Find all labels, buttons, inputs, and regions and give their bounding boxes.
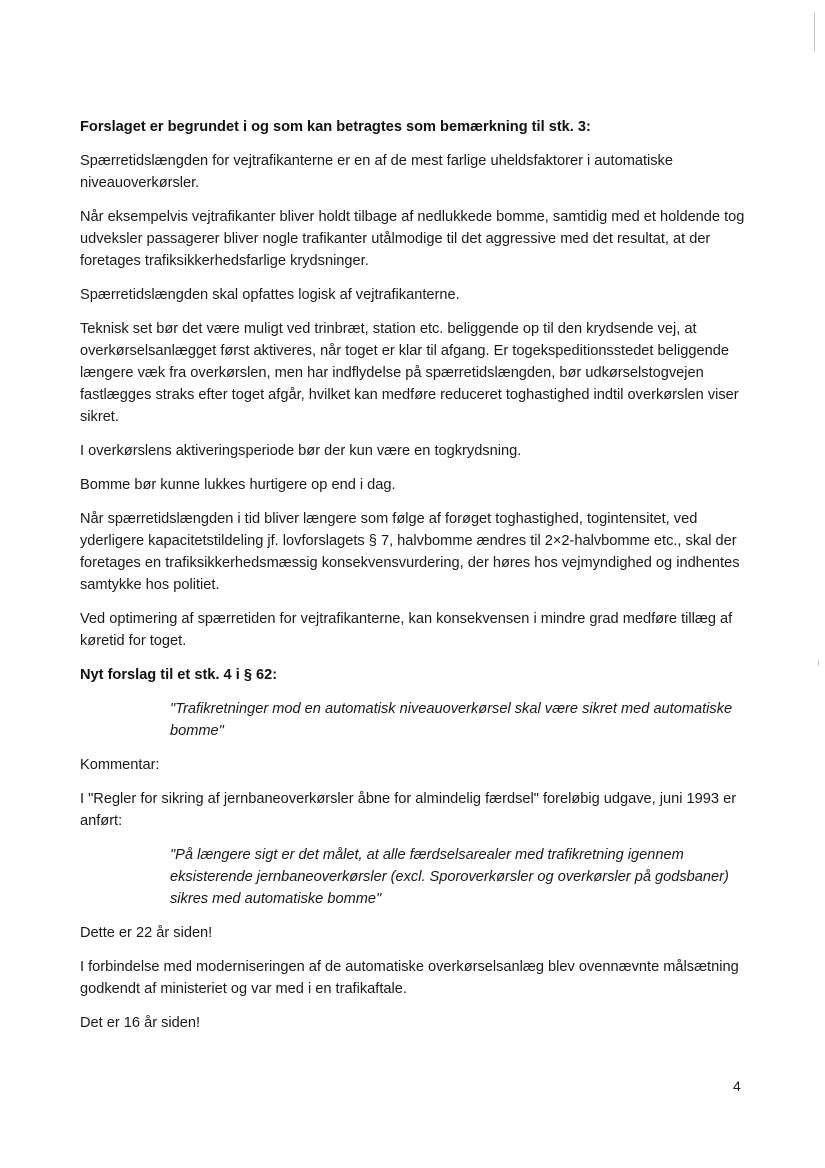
paragraph: Bomme bør kunne lukkes hurtigere op end i dag. [80,477,396,493]
paragraph: Det er 16 år siden! [80,1015,201,1031]
paragraph: I forbindelse med moderniseringen af de automatiske overkørselsanlæg blev ovennævnte målsætning godkendt af ministeriet og var med i en trafikaftale. [80,959,739,997]
comment-label: Kommentar: [80,757,160,773]
paragraph: Dette er 22 år siden! [80,925,213,941]
page-number: 4 [733,1078,741,1094]
paragraph: Ved optimering af spærretiden for vejtrafikanterne, kan konsekvensen i mindre grad medføre tillæg af køretid for toget. [80,611,733,649]
document-page [80,116,760,1046]
proposal-quote: "Trafikretninger mod en automatisk niveauoverkørsel skal være sikret med automatiske bomme" [170,701,733,739]
scan-artifact-mark [818,660,819,666]
paragraph: Når spærretidslængden i tid bliver længere som følge af forøget toghastighed, togintensitet, ved yderligere kapacitetstildeling jf. lovforslagets § 7, halvbomme ændres til 2×2-halvbomme etc., skal der foretages en trafiksikkerhedsmæssig konsekvensvurdering, der høres hos vejmyndighed og indhentes samtykke hos politiet. [80,511,740,593]
paragraph: I overkørslens aktiveringsperiode bør der kun være en togkrydsning. [80,443,522,459]
section-heading: Forslaget er begrundet i og som kan betragtes som bemærkning til stk. 3: [80,119,591,135]
section-heading: Nyt forslag til et stk. 4 i § 62: [80,667,278,683]
rules-quote: "På længere sigt er det målet, at alle færdselsarealer med trafikretning igennem eksisterende jernbaneoverkørsler (excl. Sporoverkørsler og overkørsler på godsbaner) sikres med automatiske bomme" [170,847,729,907]
paragraph: Spærretidslængden for vejtrafikanterne er en af de mest farlige uheldsfaktorer i automatiske niveauoverkørsler. [80,153,673,191]
paragraph: I "Regler for sikring af jernbaneoverkørsler åbne for almindelig færdsel" foreløbig udgave, juni 1993 er anført: [80,791,737,829]
scan-artifact-mark [814,12,815,52]
paragraph: Teknisk set bør det være muligt ved trinbræt, station etc. beliggende op til den krydsende vej, at overkørselsanlægget først aktiveres, når toget er klar til afgang. Er togekspeditionsstedet beliggende længere væk fra overkørslen, men har indflydelse på spærretidslængden, bør udkørselstogvejen fastlægges straks efter toget afgår, hvilket kan medføre reduceret toghastighed indtil overkørslen viser sikret. [80,321,739,425]
paragraph: Når eksempelvis vejtrafikanter bliver holdt tilbage af nedlukkede bomme, samtidig med et holdende tog udveksler passagerer bliver nogle trafikanter utålmodige til det aggressive med det resultat, at der foretages trafiksikkerhedsfarlige krydsninger. [80,209,745,269]
paragraph: Spærretidslængden skal opfattes logisk af vejtrafikanterne. [80,287,460,303]
